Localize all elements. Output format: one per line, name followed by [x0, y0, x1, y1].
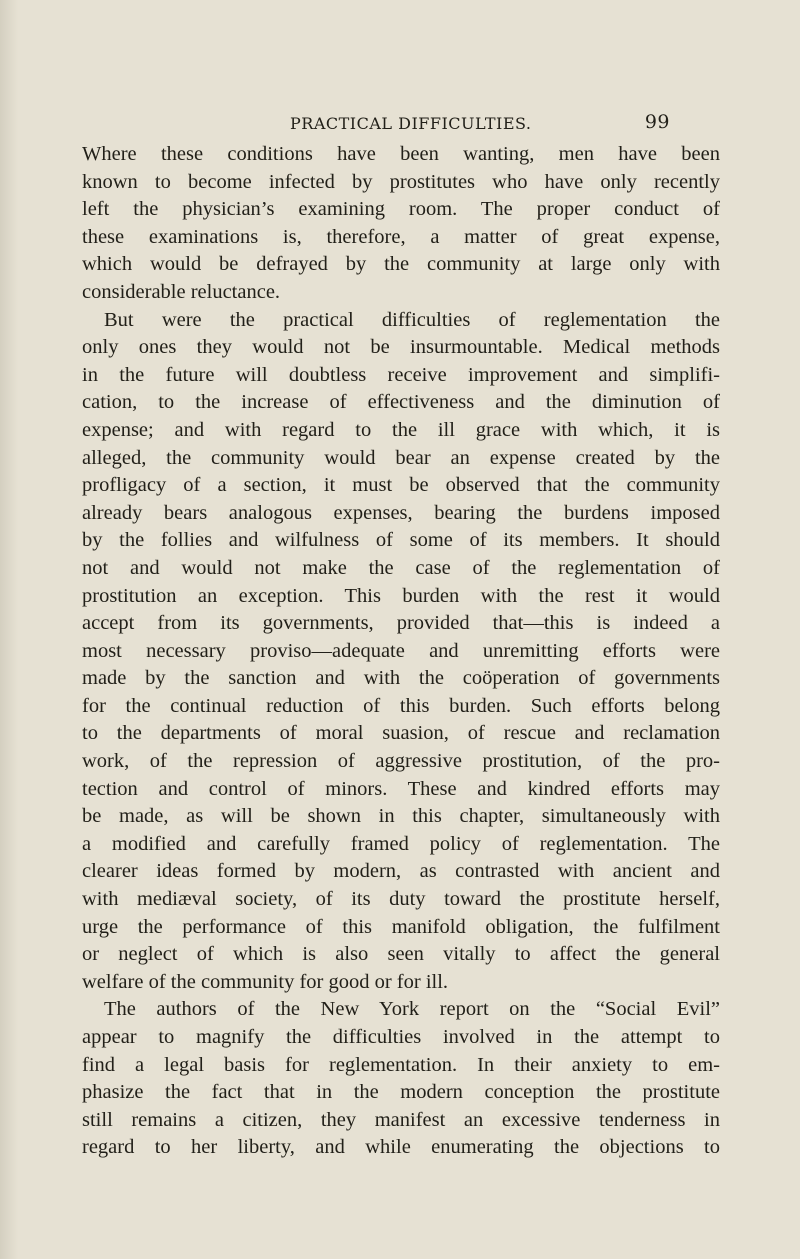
text-line: most necessary proviso—adequate and unremitting efforts were: [82, 639, 720, 662]
running-head-title: PRACTICAL DIFFICULTIES.: [290, 114, 532, 133]
text-line: expense; and with regard to the ill grace with which, it is: [82, 418, 720, 441]
text-line: prostitution an exception. This burden with the rest it would: [82, 584, 720, 607]
text-line: find a legal basis for reglementation. In their anxiety to em-: [82, 1053, 720, 1076]
text-line: only ones they would not be insurmountable. Medical methods: [82, 336, 720, 359]
text-line: clearer ideas formed by modern, as contrasted with ancient and: [82, 860, 720, 883]
text-line: still remains a citizen, they manifest an excessive tenderness in: [82, 1108, 720, 1131]
paragraph-start-line: But were the practical difficulties of reglementation the: [104, 308, 720, 331]
text-line: work, of the repression of aggressive prostitution, of the pro-: [82, 750, 720, 773]
text-line: for the continual reduction of this burden. Such efforts belong: [82, 694, 720, 717]
text-line: to the departments of moral suasion, of rescue and reclamation: [82, 722, 720, 745]
text-line: be made, as will be shown in this chapter, simultaneously with: [82, 805, 720, 828]
text-line: Where these conditions have been wanting, men have been: [82, 143, 720, 165]
text-line: these examinations is, therefore, a matter of great expense,: [82, 225, 720, 248]
body-text: [82, 141, 720, 1162]
text-line: a modified and carefully framed policy of reglementation. The: [82, 832, 720, 855]
text-line: which would be defrayed by the community at large only with: [82, 253, 720, 276]
text-line: accept from its governments, provided that—this is indeed a: [82, 612, 720, 635]
text-line: tection and control of minors. These and kindred efforts may: [82, 777, 720, 800]
text-line: known to become infected by prostitutes who have only recently: [82, 170, 720, 193]
text-line: made by the sanction and with the coöperation of governments: [82, 667, 720, 690]
text-line: profligacy of a section, it must be observed that the community: [82, 474, 720, 497]
text-line: by the follies and wilfulness of some of its members. It should: [82, 529, 720, 552]
text-line: phasize the fact that in the modern conception the prostitute: [82, 1081, 720, 1104]
text-line: in the future will doubtless receive improvement and simplifi-: [82, 363, 720, 386]
text-line: alleged, the community would bear an expense created by the: [82, 446, 720, 469]
text-line: with mediæval society, of its duty toward the prostitute herself,: [82, 888, 720, 911]
page-edge-shadow: [0, 0, 18, 1259]
text-line: considerable reluctance.: [82, 280, 281, 303]
text-line: appear to magnify the difficulties involved in the attempt to: [82, 1026, 720, 1048]
page-number: 99: [644, 111, 670, 133]
text-line: welfare of the community for good or for ill.: [82, 970, 449, 993]
text-line: urge the performance of this manifold obligation, the fulfilment: [82, 915, 720, 938]
paragraph-start-line: The authors of the New York report on the “Social Evil”: [104, 998, 720, 1021]
text-line: or neglect of which is also seen vitally to affect the general: [82, 943, 720, 966]
text-line: not and would not make the case of the reglementation of: [82, 556, 720, 579]
text-line: already bears analogous expenses, bearing the burdens imposed: [82, 501, 720, 524]
text-line: cation, to the increase of effectiveness and the diminution of: [82, 391, 720, 414]
text-line: regard to her liberty, and while enumerating the objections to: [82, 1136, 720, 1159]
text-line: left the physician’s examining room. The proper conduct of: [82, 198, 720, 221]
